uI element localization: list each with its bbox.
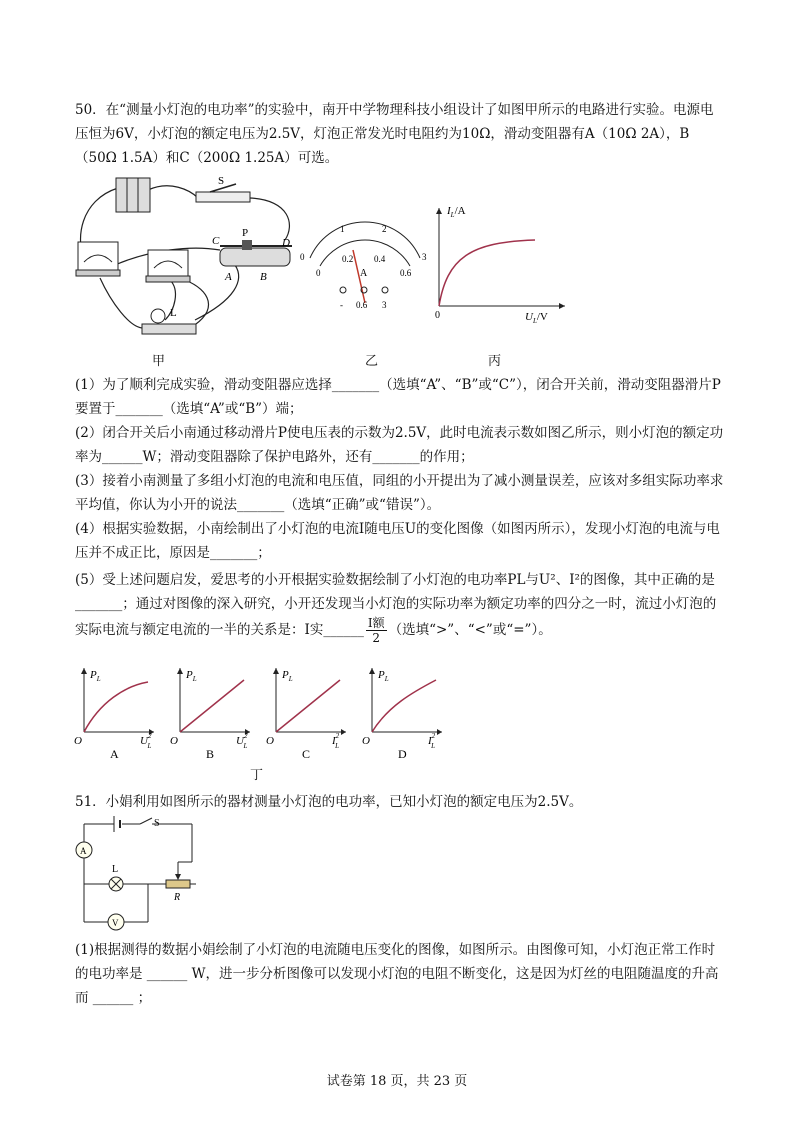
opt-xlabel: $I^2$ L	[428, 732, 436, 750]
fig-label-jia: 甲	[152, 354, 166, 369]
label-D: D	[282, 237, 290, 249]
opt-ylabel: $P_L$	[378, 669, 389, 683]
label-C: C	[212, 235, 220, 247]
ammeter-dial	[290, 218, 440, 313]
bing-yunit: /A	[454, 205, 466, 217]
opt-origin: O	[74, 735, 82, 747]
q50-sub2: (2）闭合开关后小南通过移动滑片P使电压表的示数为2.5V，此时电流表示数如图乙所示，则小灯泡的额定功率为______W；滑动变阻器除了保护电路外，还有_______的作用；	[75, 425, 724, 465]
opt-letter: C	[302, 747, 311, 761]
q51-intro: 51．小娟利用如图所示的器材测量小灯泡的电功率，已知小灯泡的额定电压为2.5V。	[75, 794, 583, 810]
battery-icon	[116, 178, 150, 212]
label-B: B	[260, 271, 267, 283]
opt-ylabel: $P_L$	[90, 669, 101, 683]
opt-letter: A	[110, 747, 119, 761]
frac-den: 2	[372, 631, 381, 645]
circuit-jia	[70, 170, 310, 350]
terminal-3: 3	[382, 300, 387, 310]
option-graph-C	[262, 662, 352, 762]
bing-ylabel: I	[447, 205, 451, 217]
fig-label-ding: 丁	[250, 768, 264, 783]
q51-label-V: V	[112, 918, 119, 928]
bing-ysub: L	[450, 211, 455, 219]
q50-sub1: (1）为了顺利完成实验，滑动变阻器应选择_______（选填“A”、“B”或“C”），闭合开关前，滑动变阻器滑片P要置于_______（选填“A”或“B”）端；	[75, 377, 721, 417]
opt-letter: D	[398, 747, 407, 761]
terminal-neg: -	[340, 300, 343, 310]
svg-text:UL/V	[525, 311, 548, 325]
q51-label-S: S	[154, 818, 160, 829]
label-P: P	[242, 227, 249, 239]
q51-label-R: R	[174, 892, 181, 903]
tick-bottom-0: 0	[316, 268, 321, 278]
q50-sub3: (3）接着小南测量了多组小灯泡的电流和电压值，同组的小开提出为了减小测量误差，应该对多组实际功率求平均值，你认为小开的说法_______（选填“正确”或“错误”）。	[75, 473, 724, 513]
terminal-06: 0.6	[356, 300, 368, 310]
dial-unit: A	[360, 268, 368, 279]
tick-bottom-2: 0.4	[374, 254, 386, 264]
tick-top-2: 2	[382, 224, 387, 234]
option-graph-B	[166, 662, 256, 762]
label-A: A	[225, 271, 232, 283]
opt-xlabel: $U^2$ L	[236, 732, 248, 750]
page-footer: 试卷第 18 页，共 23 页	[326, 1074, 468, 1089]
q51-label-L: L	[112, 864, 119, 875]
frac-num: I额	[367, 616, 385, 630]
fig-label-yi: 乙	[365, 354, 379, 369]
q51-sub1: (1)根据测得的数据小娟绘制了小灯泡的电流随电压变化的图像，如图所示。由图像可知，小灯泡正常工作时的电功率是 ______ W，进一步分析图像可以发现小灯泡的电阻不断变化，这是因为灯丝的电阻随温度的升高而 ______ ；	[75, 942, 719, 1006]
q51-label-A: A	[80, 846, 87, 856]
opt-ylabel: $P_L$	[186, 669, 197, 683]
opt-letter: B	[206, 747, 215, 761]
opt-xlabel: $I^2$ L	[332, 732, 340, 750]
q50-intro: 50．在“测量小灯泡的电功率”的实验中，南开中学物理科技小组设计了如图甲所示的电路进行实验。电源电压恒为6V，小灯泡的额定电压为2.5V，灯泡正常发光时电阻约为10Ω，滑动变阻器有A（10Ω 2A），B（50Ω 1.5A）和C（200Ω 1.25A）可选。	[75, 102, 714, 166]
tick-top-3: 3	[422, 252, 427, 262]
tick-top-1: 1	[340, 224, 345, 234]
tick-bottom-3: 0.6	[400, 268, 412, 278]
tick-bottom-1: 0.2	[342, 254, 354, 264]
voltmeter-icon	[76, 242, 120, 276]
svg-text:IL/A	[446, 205, 466, 219]
bing-origin: 0	[435, 310, 440, 321]
fig-label-bing: 丙	[488, 354, 502, 369]
label-S: S	[218, 175, 225, 187]
opt-ylabel: $P_L$	[282, 669, 293, 683]
tick-top-0: 0	[300, 252, 305, 262]
q50-sub4: (4）根据实验数据，小南绘制出了小灯泡的电流I随电压U的变化图像（如图丙所示），发现小灯泡的电流与电压并不成正比，原因是_______；	[75, 521, 720, 561]
bing-xsub: L	[532, 317, 537, 325]
opt-origin: O	[362, 735, 370, 747]
circuit-q51	[70, 812, 210, 932]
fraction	[366, 616, 387, 645]
q50-sub5-text: (5）受上述问题启发，爱思考的小开根据实验数据绘制了小灯泡的电功率PL与U²、I²的图像，其中正确的是_______；通过对图像的深入研究，小开还发现当小灯泡的实际功率为额定功率的四分之一时，流过小灯泡的实际电流与额定电流的一半的关系是：I实______	[75, 572, 717, 638]
option-graph-D	[358, 662, 448, 762]
options-ding	[70, 662, 450, 762]
lamp-icon	[142, 309, 196, 334]
option-graph-A	[70, 662, 160, 762]
opt-xlabel: $U^2$ L	[140, 732, 152, 750]
bing-xlabel: U	[525, 311, 533, 323]
opt-origin: O	[266, 735, 274, 747]
opt-origin: O	[170, 735, 178, 747]
q50-sub5	[75, 568, 725, 645]
label-L: L	[170, 307, 177, 319]
graph-bing	[425, 198, 575, 328]
bing-xunit: /V	[536, 311, 548, 323]
ammeter-icon	[146, 250, 190, 282]
q50-sub5-tail: （选填“>”、“<”或“=”）。	[388, 622, 552, 638]
